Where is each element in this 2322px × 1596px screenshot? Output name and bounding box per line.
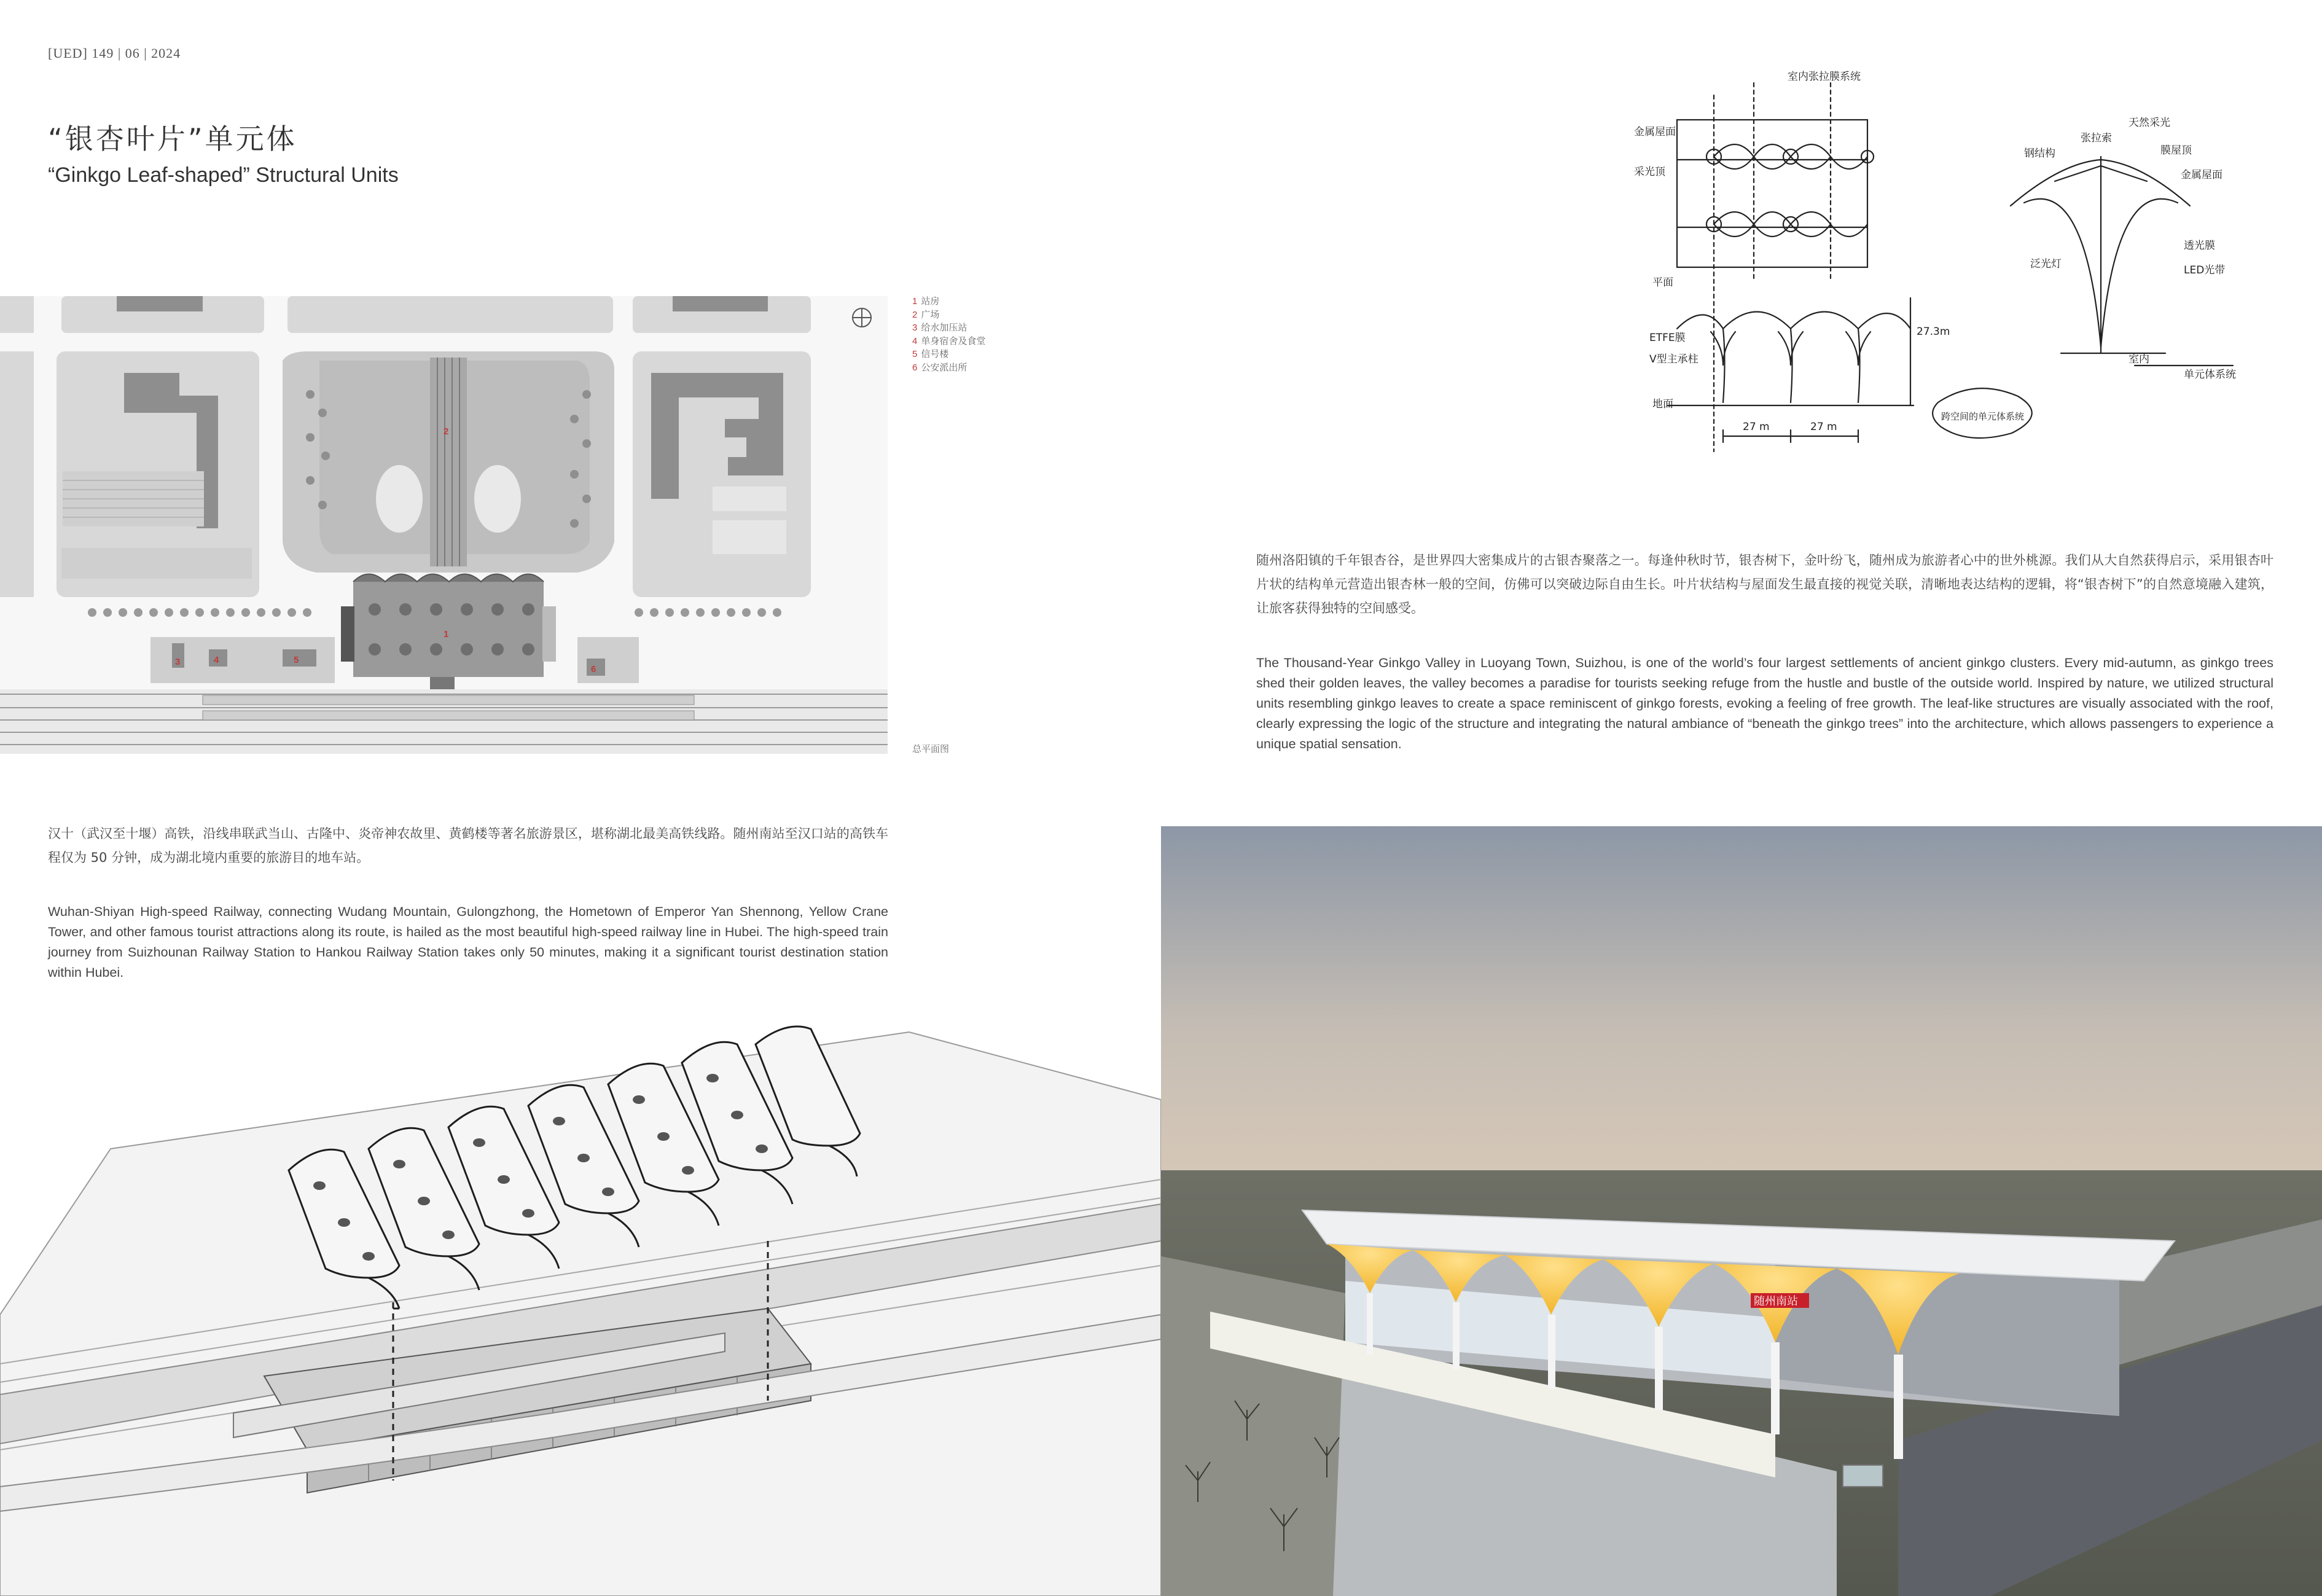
page-title-en: “Ginkgo Leaf-shaped” Structural Units (48, 163, 399, 187)
site-plan-caption: 总平面图 (912, 744, 950, 754)
legend-item: 6 公安派出所 (912, 362, 968, 373)
marker-plaza: 2 (444, 426, 449, 437)
site-plan-figure (0, 296, 888, 754)
concept-sketch (1631, 58, 2297, 476)
station-photo (1161, 826, 2322, 1596)
site-plan-legend (912, 295, 985, 374)
railway-text-en: Wuhan-Shiyan High-speed Railway, connecting Wudang Mountain, Gulongzhong, the Hometown of Emperor Yan Shennong, Yellow Crane Tower, and other famous tourist attractions along its route, is hailed as the most beautiful high-speed railway line in Hubei. The high-speed train journey from Suizhounan Railway Station to Hankou Railway Station takes only 50 minutes, making it a significant tourist destination station within Hubei. (48, 904, 888, 980)
sketch-note: 金属屋面 (2181, 169, 2222, 181)
legend-item: 4 单身宿舍及食堂 (912, 335, 986, 346)
marker-station: 1 (444, 629, 449, 640)
sketch-note: 室内 (2128, 353, 2149, 366)
railway-text-cn: 汉十（武汉至十堰）高铁，沿线串联武当山、古隆中、炎帝神农故里、黄鹤楼等著名旅游景区，堪称湖北最美高铁线路。随州南站至汉口站的高铁车程仅为 50 分钟，成为湖北境内重要的旅游目的地车站。 (48, 826, 888, 865)
sketch-note: 透光膜 (2184, 240, 2215, 252)
sketch-note: 室内张拉膜系统 (1788, 71, 1861, 83)
sketch-note: 天然采光 (2128, 117, 2170, 129)
legend-item: 2 广场 (912, 309, 940, 320)
sketch-note: 钢结构 (2024, 147, 2055, 160)
sketch-note: V型主承柱 (1649, 353, 1698, 366)
marker-police: 6 (591, 664, 596, 675)
sketch-note: 泛光灯 (2030, 258, 2062, 270)
marker-signal: 5 (294, 655, 299, 665)
legend-item: 5 信号楼 (912, 349, 949, 359)
station-sign: 随州南站 (1754, 1295, 1798, 1308)
intro-text-en: The Thousand-Year Ginkgo Valley in Luoyang Town, Suizhou, is one of the world’s four largest settlements of ancient ginkgo clusters. Every mid-autumn, as ginkgo trees shed their golden leaves, the valley becomes a paradise for tourists seeking refuge from the hustle and bustle of the outside world. Inspired by nature, we utilized structural units resembling ginkgo leaves to create a space reminiscent of ginkgo forests, evoking a feeling of free growth. The leaf-like structures are visually associated with the roof, clearly expressing the logic of the structure and integrating the natural ambiance of “beneath the ginkgo trees” into the architecture, which allows passengers to experience a unique spatial sensation. (1256, 655, 2273, 751)
sketch-note: 膜屋顶 (2160, 144, 2192, 157)
sketch-note: 跨空间的单元体系统 (1941, 411, 2025, 422)
sketch-note: 平面 (1652, 276, 1673, 289)
intro-text-cn: 随州洛阳镇的千年银杏谷，是世界四大密集成片的古银杏聚落之一。每逢仲秋时节，银杏树下，金叶纷飞，随州成为旅游者心中的世外桃源。我们从大自然获得启示，采用银杏叶片状的结构单元营造出银杏林一般的空间，仿佛可以突破边际自由生长。叶片状结构与屋面发生最直接的视觉关联，清晰地表达结构的逻辑，将“银杏树下”的自然意境融入建筑，让旅客获得独特的空间感受。 (1256, 553, 2273, 616)
sketch-note: 张拉索 (2081, 132, 2112, 144)
sketch-note: 地面 (1652, 398, 1673, 410)
journal-header: [UED] 149 | 06 | 2024 (48, 45, 181, 61)
sketch-note: ETFE膜 (1649, 332, 1686, 344)
sketch-note: 27 m (1810, 421, 1837, 433)
marker-dormitory: 4 (214, 655, 219, 665)
marker-water: 3 (175, 657, 181, 667)
sketch-note: 单元体系统 (2184, 369, 2236, 381)
legend-item: 1 站房 (912, 296, 940, 307)
sketch-note: 27 m (1743, 421, 1770, 433)
sketch-note: 采光顶 (1634, 166, 1665, 178)
sketch-note: LED光带 (2184, 264, 2226, 276)
axonometric-drawing (0, 1020, 1161, 1596)
sketch-note: 金属屋面 (1634, 126, 1676, 138)
legend-item: 3 给水加压站 (912, 323, 968, 333)
sketch-note: 27.3m (1917, 326, 1950, 338)
page-title-cn: “银杏叶片”单元体 (48, 122, 297, 155)
